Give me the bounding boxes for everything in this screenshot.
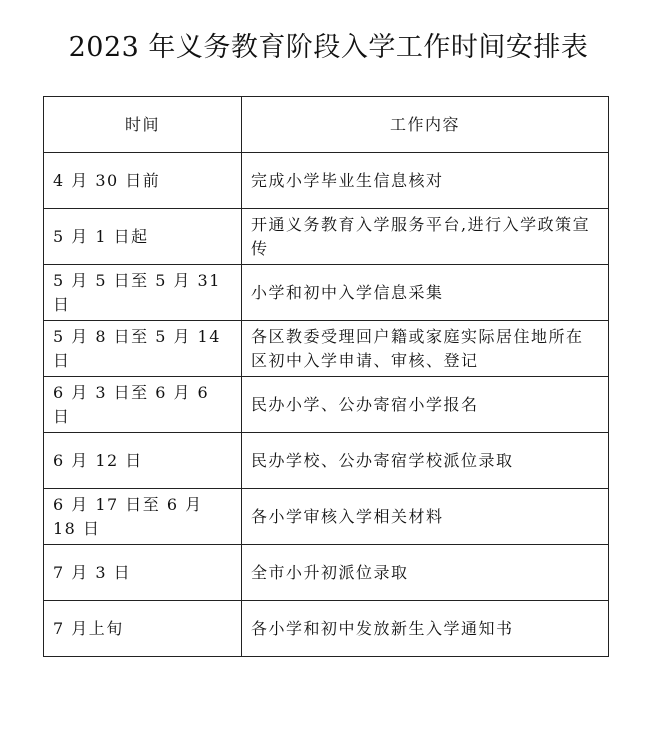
content-cell: 民办小学、公办寄宿小学报名 — [242, 377, 609, 433]
header-content: 工作内容 — [242, 97, 609, 153]
table-header-row — [44, 97, 609, 153]
schedule-table — [43, 96, 609, 657]
time-cell: 7 月 3 日 — [44, 545, 242, 601]
table-row — [44, 377, 609, 433]
time-cell: 4 月 30 日前 — [44, 153, 242, 209]
content-cell: 各小学和初中发放新生入学通知书 — [242, 601, 609, 657]
content-cell: 开通义务教育入学服务平台,进行入学政策宣传 — [242, 209, 609, 265]
table-row — [44, 209, 609, 265]
content-cell: 全市小升初派位录取 — [242, 545, 609, 601]
table-row — [44, 321, 609, 377]
time-cell: 7 月上旬 — [44, 601, 242, 657]
page-title: 2023 年义务教育阶段入学工作时间安排表 — [68, 32, 589, 63]
content-cell: 民办学校、公办寄宿学校派位录取 — [242, 433, 609, 489]
table-row — [44, 601, 609, 657]
table-row — [44, 545, 609, 601]
content-cell: 各区教委受理回户籍或家庭实际居住地所在区初中入学申请、审核、登记 — [242, 321, 609, 377]
table-row — [44, 433, 609, 489]
table-row — [44, 265, 609, 321]
header-time: 时间 — [44, 97, 242, 153]
content-cell: 小学和初中入学信息采集 — [242, 265, 609, 321]
content-cell: 各小学审核入学相关材料 — [242, 489, 609, 545]
table-row — [44, 153, 609, 209]
time-cell: 6 月 3 日至 6 月 6 日 — [44, 377, 242, 433]
content-cell: 完成小学毕业生信息核对 — [242, 153, 609, 209]
time-cell: 5 月 5 日至 5 月 31 日 — [44, 265, 242, 321]
time-cell: 5 月 8 日至 5 月 14 日 — [44, 321, 242, 377]
time-cell: 6 月 17 日至 6 月 18 日 — [44, 489, 242, 545]
time-cell: 6 月 12 日 — [44, 433, 242, 489]
time-cell: 5 月 1 日起 — [44, 209, 242, 265]
table-row — [44, 489, 609, 545]
